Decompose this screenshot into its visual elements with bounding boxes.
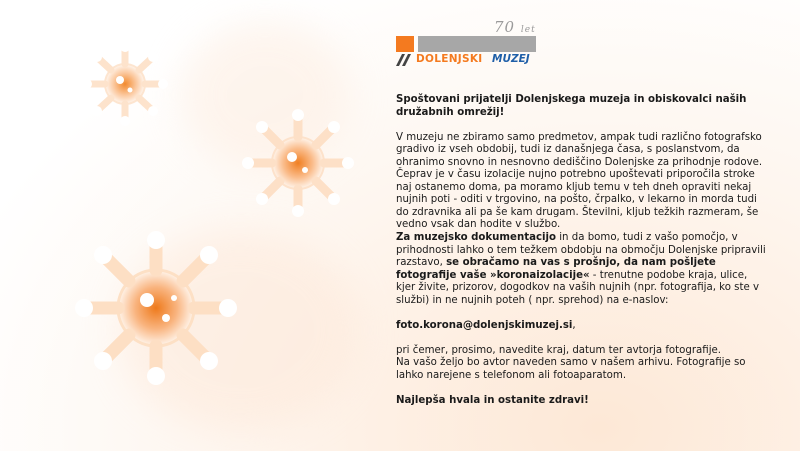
letter-greeting: Spoštovani prijatelji Dolenjskega muzeja in obiskovalci naših družabnih omrežij! xyxy=(396,94,747,118)
letter-closing: Najlepša hvala in ostanite zdravi! xyxy=(396,395,589,407)
anniversary-years: 70 xyxy=(494,18,516,36)
paragraph-isolation: Čeprav je v času izolacije nujno potrebno upoštevati priporočila stroke naj ostanemo doma, pa moramo kljub temu v teh dneh opraviti nekaj nujnih poti - oditi v trgovino, na pošto, črpalko, v lekarno in morda tudi do zdravnika ali pa še kam drugam. Številni, kljub težkih razmeram, še vedno vsak dan hodite v službo. xyxy=(396,169,759,231)
paragraph-request xyxy=(396,232,768,307)
email-line xyxy=(396,320,768,333)
letter-body xyxy=(396,94,768,408)
request-text-1: in da bomo, tudi z vašo pomočjo, v prihodnosti lahko o tem težkem obdobju na območju Dolenjske pripravili razstavo, xyxy=(396,232,766,269)
paragraph-archive: Na vašo željo bo avtor naveden samo v našem arhivu. Fotografije so lahko narejene s telefonom ali fotoaparatom. xyxy=(396,357,746,382)
email-address-link[interactable]: foto.korona@dolenjskimuzej.si xyxy=(396,319,573,331)
email-suffix: , xyxy=(572,319,576,331)
museum-logo xyxy=(396,18,546,68)
request-lead: Za muzejsko dokumentacijo xyxy=(396,232,556,244)
anniversary-label xyxy=(494,18,536,36)
virus-illustration-large xyxy=(56,228,256,388)
logo-name-dolenjski: DOLENJSKI xyxy=(416,53,483,65)
logo-grey-bar xyxy=(418,36,536,52)
virus-illustration-medium xyxy=(228,105,368,220)
anniversary-suffix: let xyxy=(520,25,536,35)
logo-name-muzej: MUZEJ xyxy=(492,53,530,65)
paragraph-collection: V muzeju ne zbiramo samo predmetov, ampak tudi različno fotografsko gradivo iz vseh obdobij, tudi iz današnjega časa, s poslanstvom, da ohranimo snovno in nesnovno dediščino Dolenjske za prihodnje rodove. xyxy=(396,131,763,168)
request-highlight: se obračamo na vas s prošnjo, da nam pošljete fotografije vaše »koronaizolacije« xyxy=(396,257,716,281)
request-text-2: - trenutne podobe kraja, ulice, kjer živite, prizorov, dogodkov na vaših nujnih (npr. fotografija, ko ste v službi) in ne nujnih poteh ( npr. sprehod) na e-naslov: xyxy=(396,269,760,306)
logo-orange-square xyxy=(396,36,414,52)
paragraph-instructions: pri čemer, prosimo, navedite kraj, datum ter avtorja fotografije. xyxy=(396,344,722,356)
logo-mark-icon xyxy=(396,54,414,66)
virus-illustration-small xyxy=(70,38,180,128)
